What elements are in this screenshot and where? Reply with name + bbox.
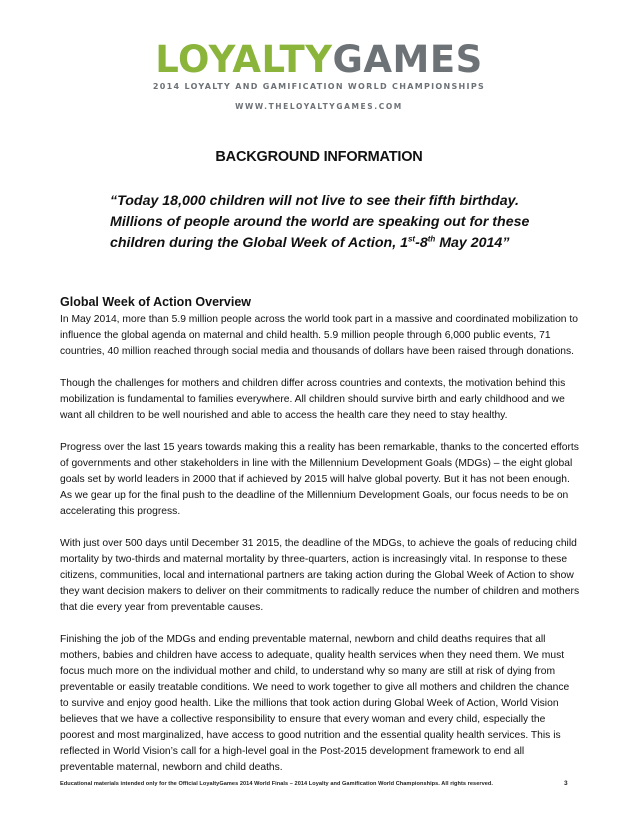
quote-line-2: Millions of people around the world are speaking out for these	[110, 214, 530, 230]
page-title: BACKGROUND INFORMATION	[215, 149, 423, 165]
quote-block	[110, 191, 570, 254]
paragraph: In May 2014, more than 5.9 million people across the world took part in a massive and coordinated mobilization to influence the global agenda on maternal and child health. 5.9 million people through 6,000 public events, 71 countries, 40 million reached through social media and thousands of dollars have been raised through donations.	[60, 314, 578, 357]
paragraph: Progress over the last 15 years towards making this a reality has been remarkable, thanks to the concerted efforts of governments and other stakeholders in line with the Millennium Development Goals (MDGs) – the eight global goals set by world leaders in 2000 that if achieved by 2015 will halve global poverty. But it has not been enough. As we gear up for the final push to the deadline of the Millennium Development Goals, our focus needs to be on accelerating this progress.	[60, 442, 579, 517]
website-url: WWW.THELOYALTYGAMES.COM	[235, 102, 403, 111]
logo	[0, 40, 638, 80]
paragraph: With just over 500 days until December 31 2015, the deadline of the MDGs, to achieve the goals of reducing child mortality by two-thirds and maternal mortality by three-quarters, action is increasingly vital. In response to these citizens, communities, local and international partners are taking action during the Global Week of Action to show they want decision makers to deliver on their commitments to radically reduce the number of children and mothers that die every year from preventable causes.	[60, 538, 580, 613]
paragraph: Finishing the job of the MDGs and ending preventable maternal, newborn and child deaths requires that all mothers, babies and children have access to adequate, quality health services when they need them. We must focus much more on the individual mother and child, to understand why so many are still at risk of dying from preventable or easily treatable conditions. We need to work together to give all mothers and children the chance to survive and enjoy good health. Like the millions that took action during Global Week of Action, World Vision believes that we have a collective responsibility to ensure that every woman and every child, especially the poorest and most marginalized, have access to good nutrition and the essential quality health services. This is reflected in World Vision’s call for a high-level goal in the Post-2015 development framework to end all preventable maternal, newborn and child deaths.	[60, 634, 570, 773]
logo-tagline: 2014 LOYALTY AND GAMIFICATION WORLD CHAMPIONSHIPS	[152, 82, 486, 91]
quote-line-3: children during the Global Week of Action, 1st-8th May 2014”	[110, 234, 510, 251]
quote-line-1: “Today 18,000 children will not live to see their fifth birthday.	[110, 193, 519, 209]
paragraph: Though the challenges for mothers and children differ across countries and contexts, the motivation behind this mobilization is fundamental to families everywhere. All children should survive birth and early childhood and we want all children to be well nourished and able to access the health care they need to stay healthy.	[60, 378, 566, 421]
footer-text: Educational materials intended only for the Official LoyaltyGames 2014 World Finals – 2014 Loyalty and Gamification World Championships. All rights reserved.	[60, 781, 493, 787]
header	[0, 40, 638, 111]
logo-games: GAMES	[332, 38, 483, 81]
document-body	[60, 295, 580, 792]
page-number: 3	[564, 780, 568, 787]
logo-loyalty: LOYALTY	[155, 38, 333, 81]
section-heading: Global Week of Action Overview	[60, 295, 252, 309]
